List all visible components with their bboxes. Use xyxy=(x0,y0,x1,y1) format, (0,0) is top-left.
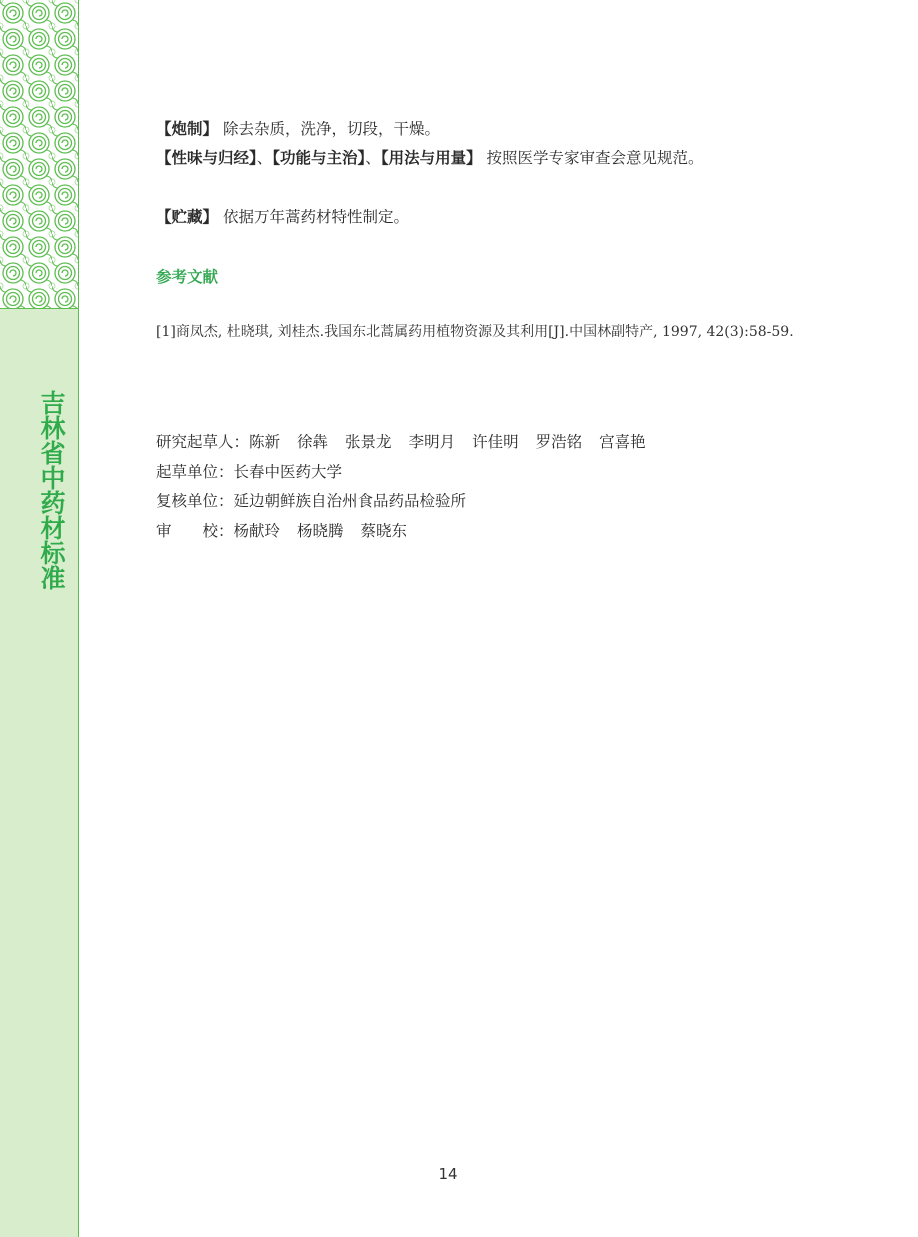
review-unit-value: 延边朝鲜族自治州食品药品检验所 xyxy=(233,492,467,510)
page-number: 14 xyxy=(438,1165,458,1183)
drafters-row xyxy=(156,428,806,458)
vertical-book-title: 吉林省中药材标准 xyxy=(37,390,66,590)
credits-block xyxy=(156,428,806,546)
processing-paragraph xyxy=(120,115,810,144)
properties-label-3: 【用法与用量】 xyxy=(380,149,482,167)
properties-text: 按照医学专家审查会意见规范。 xyxy=(486,149,704,167)
storage-label: 【贮藏】 xyxy=(156,208,219,226)
draft-unit-value: 长春中医药大学 xyxy=(233,462,343,481)
review-unit-label: 复核单位： xyxy=(156,492,234,510)
drafter-name: 宫喜艳 xyxy=(599,433,646,451)
proofread-label: 审 校： xyxy=(156,521,234,540)
properties-label-2: 【功能与主治】 xyxy=(272,149,366,167)
drafters-label: 研究起草人： xyxy=(156,433,250,451)
properties-sep-2: 、 xyxy=(365,149,381,167)
drafter-name: 罗浩铭 xyxy=(535,433,583,451)
drafter-name: 徐犇 xyxy=(297,433,329,451)
drafter-name: 张景龙 xyxy=(345,433,392,451)
reference-item xyxy=(120,320,810,345)
reference-text: [1]商凤杰, 杜晓琪, 刘桂杰.我国东北蒿属药用植物资源及其利用[J].中国林副特产, 1997, 42(3):58-59. xyxy=(156,324,794,340)
review-unit-row xyxy=(156,487,806,517)
proofread-row xyxy=(156,517,806,547)
drafter-name: 陈新 xyxy=(249,433,281,451)
properties-paragraph xyxy=(120,144,810,173)
draft-unit-row xyxy=(156,458,806,488)
proofreader-name: 杨晓腾 xyxy=(297,521,344,540)
processing-text: 除去杂质，洗净，切段，干燥。 xyxy=(222,120,440,138)
proofreader-name: 杨献玲 xyxy=(233,521,281,540)
drafter-name: 许佳明 xyxy=(472,433,519,451)
references-heading: 参考文献 xyxy=(156,268,219,286)
drafter-name: 李明月 xyxy=(408,433,456,451)
properties-label-1: 【性味与归经】 xyxy=(156,149,257,167)
properties-sep-1: 、 xyxy=(256,149,273,167)
processing-label: 【炮制】 xyxy=(156,120,219,138)
storage-text: 依据万年蒿药材特性制定。 xyxy=(222,208,409,226)
proofreader-name: 蔡晓东 xyxy=(360,521,408,540)
draft-unit-label: 起草单位： xyxy=(156,462,234,481)
storage-paragraph xyxy=(120,203,810,232)
